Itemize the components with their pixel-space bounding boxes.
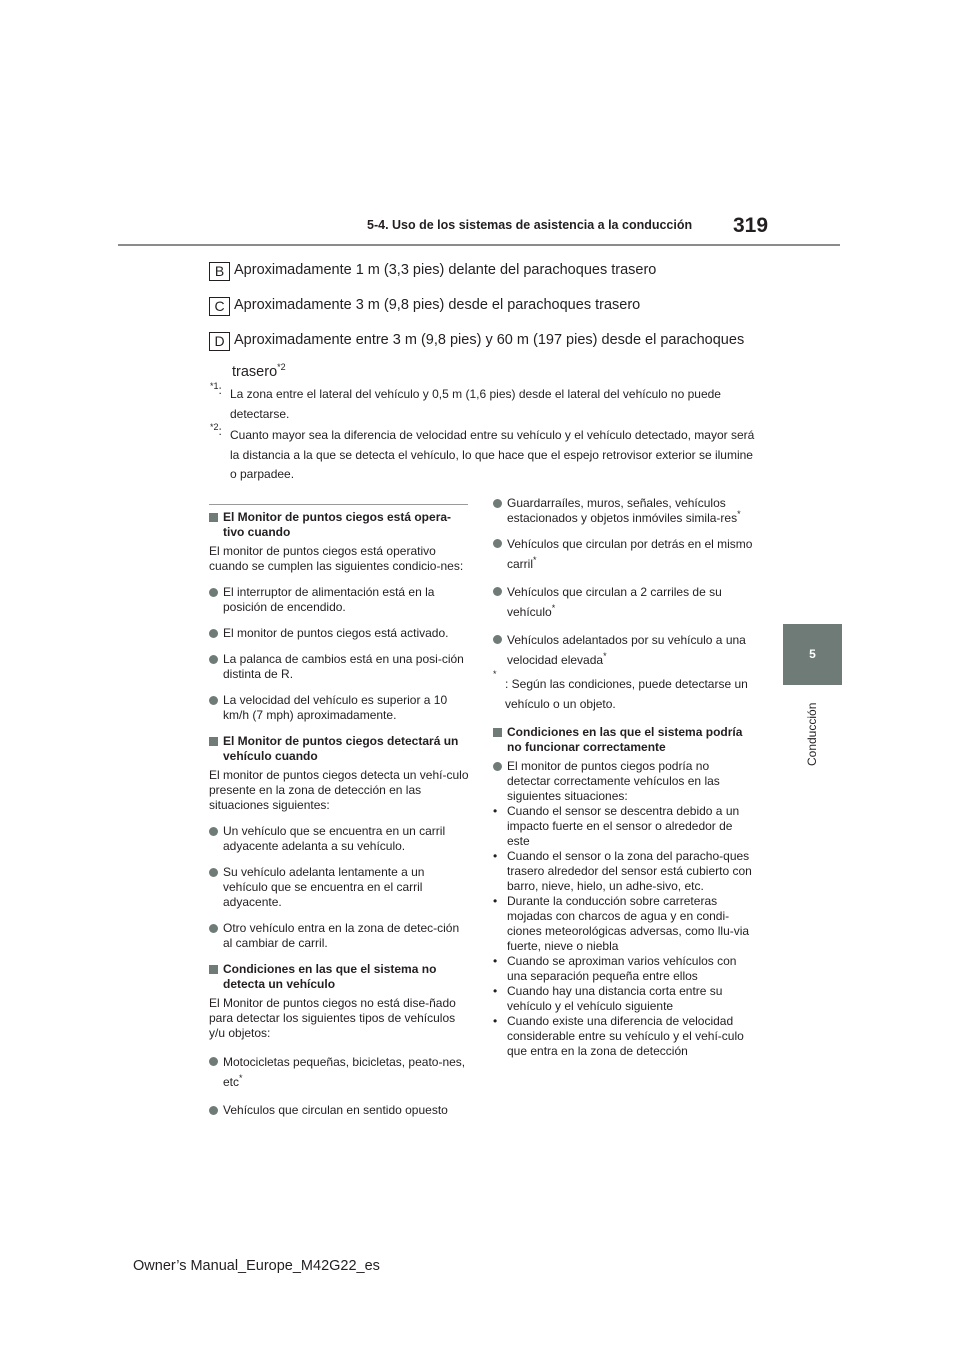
bullet-item: El monitor de puntos ciegos está activado. xyxy=(209,626,471,641)
paragraph-detects: El monitor de puntos ciegos detecta un vehí-culo presente en la zona de detección en las situaciones siguientes: xyxy=(209,768,469,812)
item-text-b: Aproximadamente 1 m (3,3 pies) delante del parachoques trasero xyxy=(234,262,657,278)
footnote-1-sep: : xyxy=(218,383,222,397)
item-text-c: Aproximadamente 3 m (9,8 pies) desde el parachoques trasero xyxy=(234,297,641,313)
item-d-cont-sup: *2 xyxy=(277,362,286,373)
footnote-2-sup: *2 xyxy=(210,422,219,432)
footnote-2-text: Cuanto mayor sea la diferencia de velocidad entre su vehículo y el vehículo detectado, mayor será la distancia a la que se detecta el vehículo, lo que hace que el espejo retrovisor exterior se ilumine o parpadee. xyxy=(230,428,755,481)
section-heading-not-detects: Condiciones en las que el sistema no detecta un vehículo xyxy=(209,962,471,992)
item-b xyxy=(209,262,656,281)
item-letter-d: D xyxy=(209,332,230,351)
sub-bullet-item: • Cuando se aproximan varios vehículos con una separación pequeña entre ellos xyxy=(493,954,755,984)
item-d xyxy=(209,332,744,351)
sub-bullet-item: • Durante la conducción sobre carreteras mojadas con charcos de agua y en condi-ciones meteorológicas adversas, como llu-via fuerte, nieve o niebla xyxy=(493,894,755,954)
item-d-cont-text: trasero xyxy=(232,364,278,380)
bullet-item xyxy=(493,534,755,574)
chapter-number: 5 xyxy=(809,647,816,661)
bullet-item: El monitor de puntos ciegos podría no detectar correctamente vehículos en las siguientes situaciones: xyxy=(493,759,755,804)
column-footnote: * : Según las condiciones, puede detectarse un vehículo o un objeto. xyxy=(493,669,748,711)
bullet-item xyxy=(493,496,755,526)
bullet-item: Su vehículo adelanta lentamente a un vehículo que se encuentra en el carril adyacente. xyxy=(209,865,471,910)
footer-manual-id: Owner’s Manual_Europe_M42G22_es xyxy=(133,1258,380,1274)
paragraph-operative: El monitor de puntos ciegos está operativo cuando se cumplen las siguientes condicio-nes: xyxy=(209,544,464,573)
page-number: 319 xyxy=(733,214,769,237)
chapter-label-wrap xyxy=(783,690,842,770)
footnote-2-sep: : xyxy=(218,424,222,438)
footnote-1-sup: *1 xyxy=(210,381,219,391)
item-c xyxy=(209,297,640,316)
bullet-item: Vehículos que circulan en sentido opuesto xyxy=(209,1103,471,1118)
sub-bullet-item: • Cuando hay una distancia corta entre su vehículo y el vehículo siguiente xyxy=(493,984,755,1014)
footnote-2-mark xyxy=(210,424,222,438)
section-heading-detects: El Monitor de puntos ciegos detectará un vehículo cuando xyxy=(209,734,471,764)
paragraph-not-detects: El Monitor de puntos ciegos no está dise-ñado para detectar los siguientes tipos de vehículos y/u objetos: xyxy=(209,996,456,1040)
footnote-1-text: La zona entre el lateral del vehículo y 0,5 m (1,6 pies) desde el lateral del vehículo no puede detectarse. xyxy=(230,387,721,421)
bullet-item xyxy=(493,630,755,670)
bullet-sup: * xyxy=(737,509,741,519)
right-column xyxy=(493,496,755,1059)
item-letter-b: B xyxy=(209,262,230,281)
bullet-item xyxy=(493,582,755,622)
sub-bullet-item: • Cuando el sensor o la zona del paracho-ques trasero alrededor del sensor está cubierto con barro, nieve, hielo, un adhe-sivo, etc. xyxy=(493,849,755,894)
bullet-sup: * xyxy=(239,1073,243,1083)
bullet-text: Vehículos adelantados por su vehículo a una velocidad elevada xyxy=(507,633,746,667)
bullet-sup: * xyxy=(603,651,607,661)
section-heading-operative: El Monitor de puntos ciegos está opera-tivo cuando xyxy=(209,510,471,540)
bullet-item: El interruptor de alimentación está en la posición de encendido. xyxy=(209,585,471,615)
bullet-item: Un vehículo que se encuentra en un carril adyacente adelanta a su vehículo. xyxy=(209,824,471,854)
bullet-item xyxy=(209,1052,471,1092)
section-heading-may-not-work: Condiciones en las que el sistema podría no funcionar correctamente xyxy=(493,725,755,755)
bullet-item: La velocidad del vehículo es superior a 10 km/h (7 mph) aproximadamente. xyxy=(209,693,471,723)
bullet-text: Motocicletas pequeñas, bicicletas, peato-nes, etc xyxy=(223,1055,466,1089)
item-text-d: Aproximadamente entre 3 m (9,8 pies) y 60 m (197 pies) desde el parachoques xyxy=(234,332,745,348)
header-divider xyxy=(118,244,840,246)
item-letter-c: C xyxy=(209,297,230,316)
bullet-sup: * xyxy=(533,555,537,565)
sub-bullet-item: • Cuando existe una diferencia de velocidad considerable entre su vehículo y el vehí-culo que entra en la zona de detección xyxy=(493,1014,755,1059)
chapter-label: Conducción xyxy=(805,702,819,766)
chapter-tab xyxy=(783,624,842,685)
sub-bullet-item: • Cuando el sensor se descentra debido a un impacto fuerte en el sensor o alrededor de este xyxy=(493,804,755,849)
bullet-sup: * xyxy=(551,603,556,613)
column-divider xyxy=(209,504,468,505)
section-title: 5-4. Uso de los sistemas de asistencia a la conducción xyxy=(367,218,693,232)
bullet-text: Guardarraíles, muros, señales, vehículos estacionados y objetos inmóviles simila-res xyxy=(507,496,738,525)
bullet-item: Otro vehículo entra en la zona de detec-ción al cambiar de carril. xyxy=(209,921,471,951)
left-column xyxy=(209,510,471,1129)
item-d-continuation xyxy=(232,364,286,380)
column-footnote-text: : Según las condiciones, puede detectarse un vehículo o un objeto. xyxy=(505,677,748,711)
bullet-text: Vehículos que circulan por detrás en el mismo carril xyxy=(507,537,753,571)
footnote-1-mark xyxy=(210,383,222,397)
bullet-text: Vehículos que circulan a 2 carriles de su vehículo xyxy=(507,585,722,619)
bullet-item: La palanca de cambios está en una posi-ción distinta de R. xyxy=(209,652,471,682)
